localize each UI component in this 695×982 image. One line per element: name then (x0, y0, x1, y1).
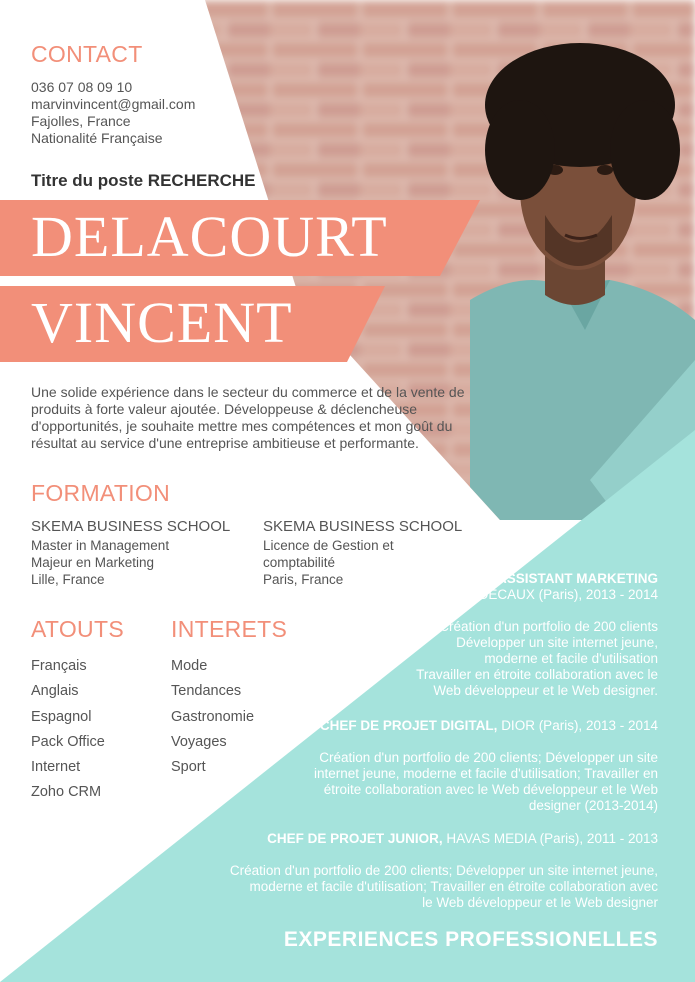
formation-school: SKEMA BUSINESS SCHOOL (263, 518, 463, 535)
atout-item: Français (31, 658, 87, 674)
experience-desc-line: Création d'un portfolio de 200 clients; Développer un site (319, 750, 658, 765)
experience-desc-line: internet jeune, moderne et facile d'utilisation; Travailler en (313, 766, 658, 781)
experience-desc-line: étroite collaboration avec le Web développeur et le Web (323, 782, 658, 797)
atout-item: Espagnol (31, 708, 92, 725)
contact-nationality: Nationalité Française (31, 130, 163, 146)
experience-header (314, 718, 658, 734)
atouts-list (31, 654, 105, 806)
profile-summary: Une solide expérience dans le secteur du commerce et de la vente de produits à forte valeur ajoutée. Développeuse & déclencheuse d'opportunités, je souhaite mettre mes compétences et mon goût du résultat au service d'une entreprise ambitieuse et performante. (31, 384, 465, 451)
experience-title: ASSISTANT MARKETING (497, 571, 658, 586)
experience-company: JCDECAUX (Paris), 2013 - 2014 (462, 587, 658, 602)
atout-item: Anglais (31, 683, 79, 700)
last-name: DELACOURT (31, 204, 388, 269)
formation-line: Master in Management (31, 538, 170, 553)
experience-desc-line: Web développeur et le Web designer. (433, 683, 658, 698)
contact-location: Fajolles, France (31, 113, 131, 129)
formation-entry (31, 518, 261, 588)
job-title: Titre du poste RECHERCHE (31, 171, 256, 190)
atout-item: Internet (31, 759, 81, 776)
experience-title: CHEF DE PROJET JUNIOR, (267, 831, 443, 846)
interet-item: Gastronomie (171, 708, 255, 725)
interet-item: Voyages (171, 733, 227, 750)
experience-desc-line: Développer un site internet jeune, (456, 635, 658, 650)
experience-desc-line: Création d'un portfolio de 200 clients; Développer un site internet jeune, (229, 863, 658, 878)
experience-item (314, 718, 658, 814)
interet-item: Sport (171, 759, 206, 776)
experience-desc-line: moderne et facile d'utilisation (484, 651, 658, 666)
experience-company: DIOR (Paris), 2013 - 2014 (501, 718, 658, 733)
formation-line: Paris, France (263, 572, 344, 587)
experience-item (230, 831, 658, 911)
experience-company: HAVAS MEDIA (Paris), 2011 - 2013 (446, 831, 658, 846)
interet-item: Tendances (171, 683, 242, 700)
experience-desc-line: Création d'un portfolio de 200 clients (439, 619, 658, 634)
experience-desc-line: le Web développeur et le Web designer (422, 895, 658, 910)
formation-line: Licence de Gestion et (263, 538, 394, 553)
experiences-heading: EXPERIENCES PROFESSIONELLES (283, 928, 658, 951)
atouts-heading: ATOUTS (31, 616, 124, 642)
contact-email: marvinvincent@gmail.com (31, 96, 196, 112)
first-name: VINCENT (31, 290, 293, 355)
experience-title: CHEF DE PROJET DIGITAL, (319, 718, 498, 733)
interets-list (171, 654, 254, 780)
experience-item (416, 571, 658, 699)
contact-heading: CONTACT (31, 41, 143, 67)
formation-line: Majeur en Marketing (31, 555, 155, 570)
atout-item: Pack Office (31, 733, 105, 750)
experience-desc-line: moderne et facile d'utilisation; Travailler en étroite collaboration avec (249, 879, 658, 894)
atout-item: Zoho CRM (31, 784, 102, 801)
formation-school: SKEMA BUSINESS SCHOOL (31, 518, 231, 535)
contact-block (31, 79, 195, 147)
experience-header (230, 831, 658, 847)
experience-desc-line: designer (2013-2014) (528, 798, 658, 813)
formation-heading: FORMATION (31, 480, 170, 506)
interets-heading: INTERETS (171, 616, 288, 642)
formation-line: Lille, France (31, 572, 105, 587)
contact-phone: 036 07 08 09 10 (31, 79, 133, 95)
experience-desc-line: Travailler en étroite collaboration avec le (416, 667, 658, 682)
formation-line: comptabilité (263, 555, 336, 570)
interet-item: Mode (171, 658, 208, 674)
